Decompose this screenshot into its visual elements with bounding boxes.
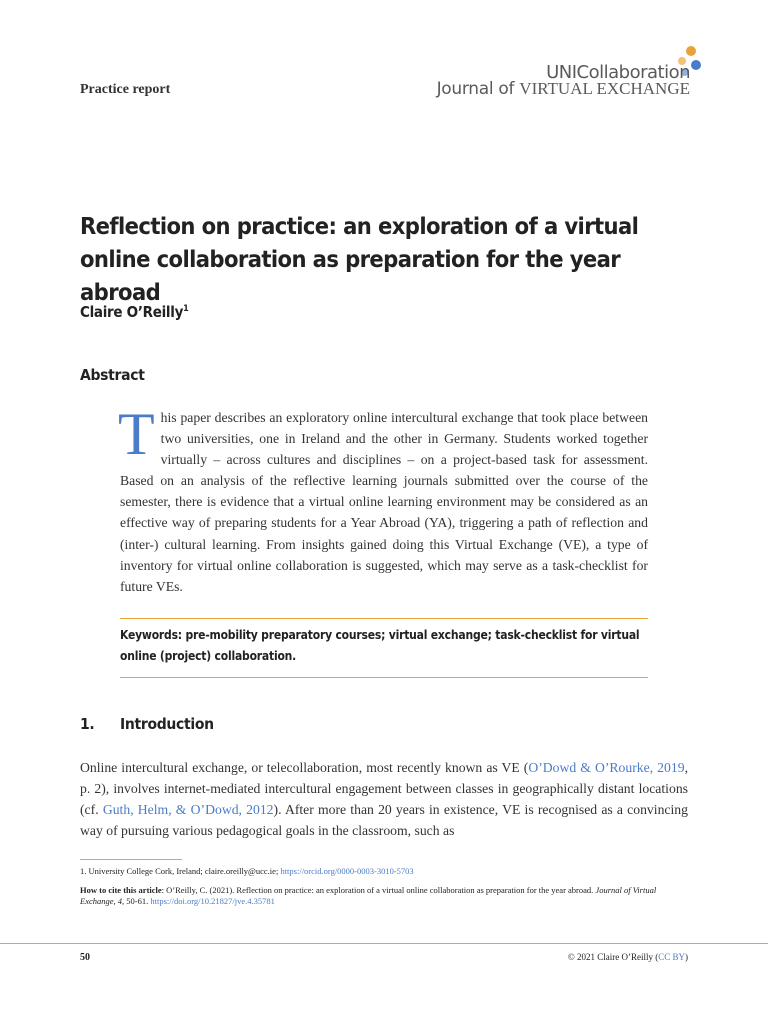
how-to-cite: How to cite this article: O’Reilly, C. (2021). Reflection on practice: an exploration of a virtual online collaboration as preparation for the year abroad. Journal of Virtual Exchange, 4, 50-61. https://doi.org/10.21827/jve.4.35781 xyxy=(80,885,657,906)
logo-line-journal: Journal of VIRTUAL EXCHANGE xyxy=(436,79,690,99)
section-heading-introduction: 1. Introduction xyxy=(80,715,214,733)
logo-dot-orange xyxy=(686,46,696,56)
license-link[interactable]: CC BY xyxy=(658,952,685,962)
page-number: 50 xyxy=(80,952,90,963)
citation-link-odowd-orourke[interactable]: O’Dowd & O’Rourke, 2019 xyxy=(528,760,685,775)
abstract-text: This paper describes an exploratory online intercultural exchange that took place between two universities, one in Ireland and the other in Germany. Students worked together virtually – across cultures and disciplines – on a project-based task for assessment. Based on an analysis of the reflective learning journals submitted over the course of the semester, there is evidence that a virtual online learning environment may be considered as an effective way of preparing students for a Year Abroad (YA), triggering a path of reflection and (inter-) cultural learning. From insights gained doing this Virtual Exchange (VE), a type of inventory for virtual online collaboration is suggested, which may serve as a task-checklist for future VEs. xyxy=(118,401,648,594)
doi-link[interactable]: https://doi.org/10.21827/jve.4.35781 xyxy=(150,896,275,906)
copyright-notice: © 2021 Claire O’Reilly (CC BY) xyxy=(567,952,688,962)
article-title: Reflection on practice: an exploration of a virtual online collaboration as preparation for the year abroad xyxy=(80,212,639,306)
orcid-link[interactable]: https://orcid.org/0000-0003-3010-5703 xyxy=(280,866,414,876)
logo-dot-blue xyxy=(691,60,701,70)
footer-divider xyxy=(0,943,768,944)
citation-link-guth-helm-odowd[interactable]: Guth, Helm, & O’Dowd, 2012 xyxy=(102,802,274,818)
author-name: Claire O’Reilly$^1$ xyxy=(80,303,189,321)
abstract-heading: Abstract xyxy=(80,366,145,384)
logo-line-unicollaboration: UNICollaboration xyxy=(546,62,690,83)
footnote-affiliation: 1. University College Cork, Ireland; claire.oreilly@ucc.ie; https://orcid.org/0000-0003-3010-5703 xyxy=(80,866,414,876)
journal-logo xyxy=(434,44,704,104)
footnote-divider xyxy=(80,859,182,860)
author-footnote-marker: 1 xyxy=(183,304,189,314)
introduction-paragraph: Online intercultural exchange, or telecollaboration, most recently known as VE (O’Dowd & O’Rourke, 2019, p. 2), involves internet-mediated intercultural engagement between classes in geographically distant locations (cf. Guth, Helm, & O’Dowd, 2012). After more than 20 years in existence, VE is recognised as a convincing way of pursuing various pedagogical goals in the classroom, such as xyxy=(80,760,688,839)
article-type-label: Practice report xyxy=(80,82,171,97)
keywords: Keywords: pre-mobility preparatory courses; virtual exchange; task-checklist for virtual online (project) collaboration. xyxy=(120,628,640,663)
keywords-top-divider xyxy=(120,618,648,619)
keywords-bottom-divider xyxy=(120,677,648,678)
drop-cap: T xyxy=(118,401,155,467)
